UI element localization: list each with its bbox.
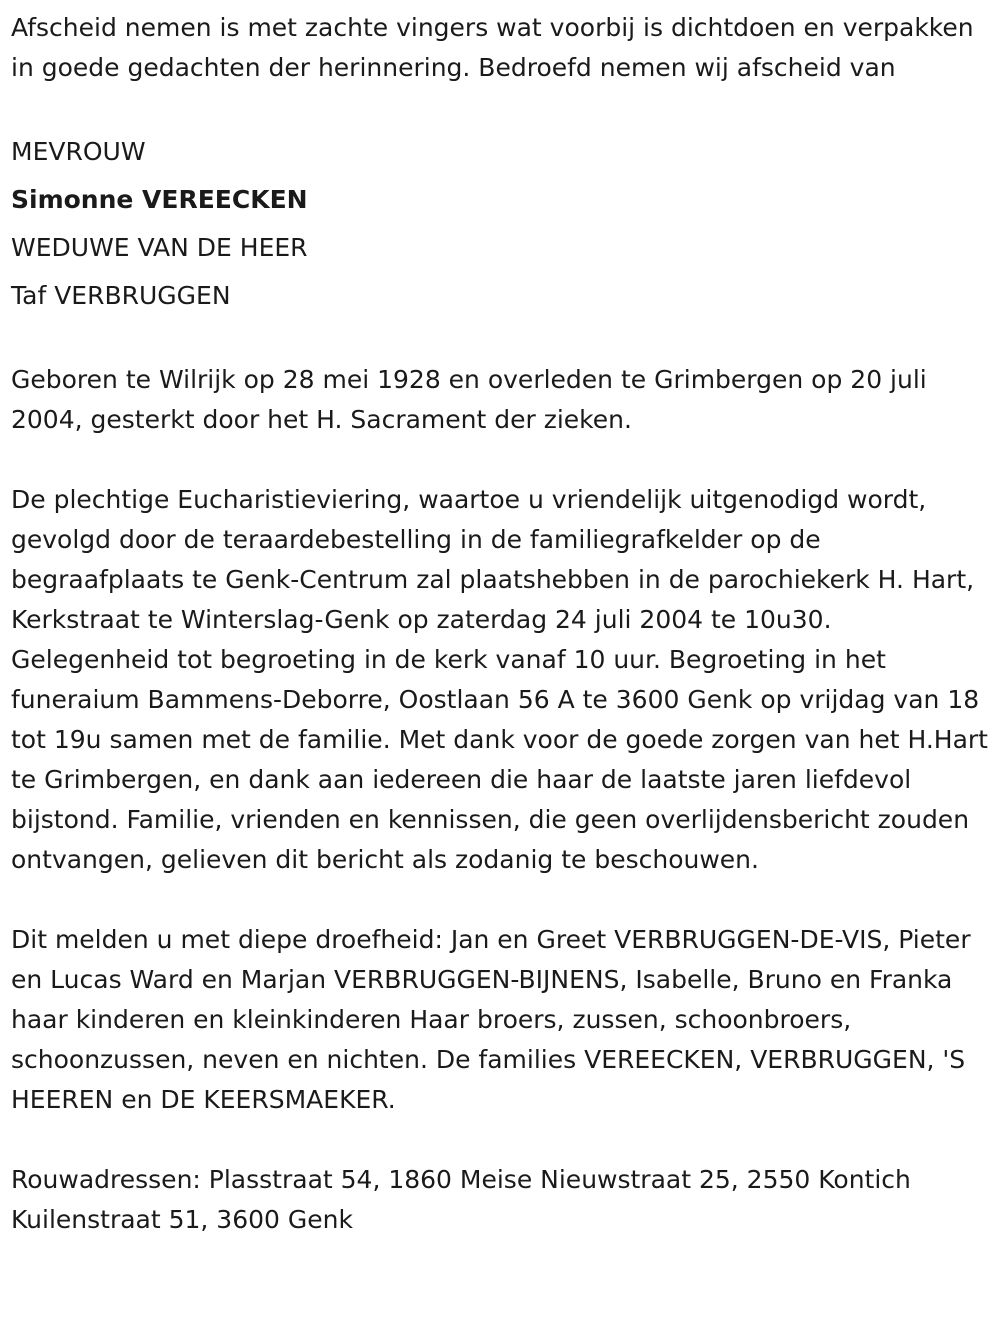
ceremony-paragraph: De plechtige Eucharistieviering, waartoe u vriendelijk uitgenodigd wordt, gevolgd door de teraardebestelling in de familiegrafkelder op de begraafplaats te Genk-Centrum zal plaatshebben in de parochiekerk H. Hart, Kerkstraat te Winterslag-Genk op zaterdag 24 juli 2004 te 10u30. Gelegenheid tot begroeting in de kerk vanaf 10 uur. Begroeting in het funeraium Bammens-Deborre, Oostlaan 56 A te 3600 Genk op vrijdag van 18 tot 19u samen met de familie. Met dank voor de goede zorgen van het H.Hart te Grimbergen, en dank aan iedereen die haar de laatste jaren liefdevol bijstond. Familie, vrienden en kennissen, die geen overlijdensbericht zouden ontvangen, gelieven dit bericht als zodanig te beschouwen. [11,485,988,874]
spacer [11,1120,988,1160]
spacer [11,440,988,480]
deceased-title: MEVROUW [11,137,146,166]
spacer [11,320,988,360]
family-paragraph: Dit melden u met diepe droefheid: Jan en Greet VERBRUGGEN-DE-VIS, Pieter en Lucas Ward en Marjan VERBRUGGEN-BIJNENS, Isabelle, Bruno en Franka haar kinderen en kleinkinderen Haar broers, zussen, schoonbroers, schoonzussen, neven en nichten. De families VEREECKEN, VERBRUGGEN, 'S HEEREN en DE KEERSMAEKER. [11,925,971,1114]
spacer [11,88,988,128]
intro-paragraph: Afscheid nemen is met zachte vingers wat voorbij is dichtdoen en verpakken in goede gedachten der herinnering. Bedroefd nemen wij afscheid van [11,13,974,82]
deceased-name: Simonne VEREECKEN [11,185,308,214]
birth-death-paragraph: Geboren te Wilrijk op 28 mei 1928 en overleden te Grimbergen op 20 juli 2004, gesterkt door het H. Sacrament der zieken. [11,365,927,434]
addresses-paragraph: Rouwadressen: Plasstraat 54, 1860 Meise Nieuwstraat 25, 2550 Kontich Kuilenstraat 51, 3600 Genk [11,1165,911,1234]
spacer [11,880,988,920]
deceased-relation: WEDUWE VAN DE HEER [11,233,308,262]
deceased-spouse: Taf VERBRUGGEN [11,281,231,310]
